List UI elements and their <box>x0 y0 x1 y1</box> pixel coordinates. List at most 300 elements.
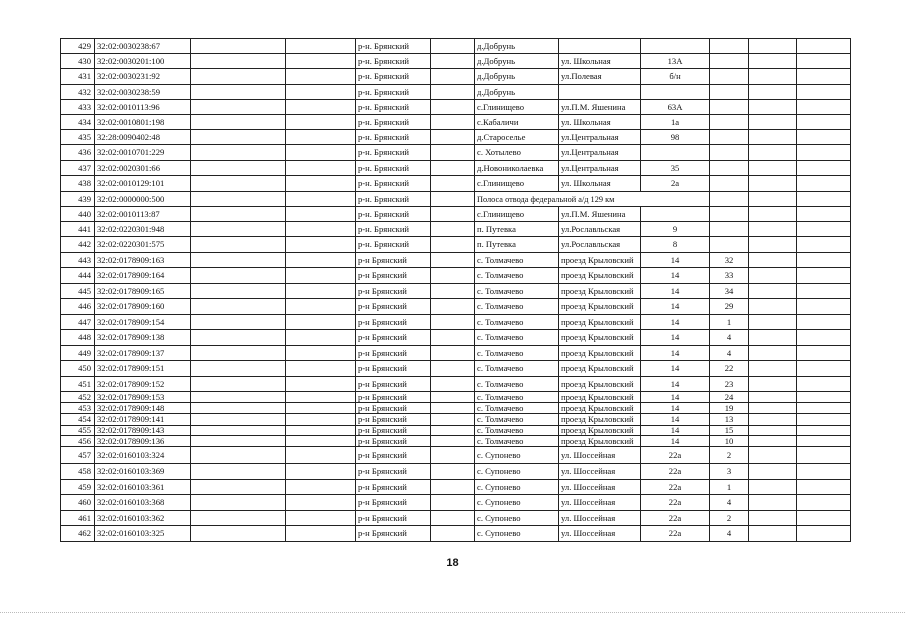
cadastral-number-cell: 32:02:0178909:152 <box>95 377 191 392</box>
table-row <box>61 192 851 207</box>
empty-cell <box>286 268 356 284</box>
table-row <box>61 39 851 54</box>
location-cell: с. Толмачево <box>475 377 559 392</box>
empty-cell <box>797 299 851 315</box>
row-number-cell: 452 <box>61 392 95 403</box>
row-number-cell: 451 <box>61 377 95 392</box>
location-cell: с. Супонево <box>475 447 559 464</box>
empty-cell <box>431 414 475 426</box>
table-row <box>61 145 851 161</box>
location-cell: с. Толмачево <box>475 426 559 436</box>
house-number-cell: 14 <box>641 299 710 315</box>
location-cell: д.Добрунь <box>475 54 559 69</box>
row-number-cell: 437 <box>61 161 95 176</box>
empty-cell <box>749 480 797 495</box>
apartment-number-cell: 2 <box>710 447 749 464</box>
territory-cell: р-н. Брянский <box>356 176 431 192</box>
territory-cell: р-н. Брянский <box>356 130 431 145</box>
table-row <box>61 447 851 464</box>
row-number-cell: 446 <box>61 299 95 315</box>
street-cell: ул. Школьная <box>559 115 641 130</box>
empty-cell <box>749 299 797 315</box>
cadastral-number-cell: 32:02:0178909:153 <box>95 392 191 403</box>
table-row <box>61 54 851 69</box>
cadastral-number-cell: 32:02:0160103:325 <box>95 526 191 542</box>
table-row <box>61 100 851 115</box>
empty-cell <box>286 414 356 426</box>
empty-cell <box>431 54 475 69</box>
table-row <box>61 85 851 100</box>
apartment-number-cell <box>710 207 749 222</box>
row-number-cell: 430 <box>61 54 95 69</box>
table-row <box>61 377 851 392</box>
empty-cell <box>286 54 356 69</box>
row-number-cell: 458 <box>61 464 95 480</box>
house-number-cell: 22а <box>641 480 710 495</box>
street-cell: проезд Крыловский <box>559 284 641 299</box>
empty-cell <box>286 237 356 253</box>
empty-cell <box>191 85 286 100</box>
empty-cell <box>797 361 851 377</box>
empty-cell <box>797 330 851 346</box>
apartment-number-cell: 23 <box>710 377 749 392</box>
empty-cell <box>286 284 356 299</box>
territory-cell: р-н. Брянский <box>356 161 431 176</box>
location-cell: с. Толмачево <box>475 436 559 447</box>
empty-cell <box>286 511 356 526</box>
apartment-number-cell <box>710 54 749 69</box>
location-cell: с. Супонево <box>475 526 559 542</box>
territory-cell: р-н Брянский <box>356 426 431 436</box>
empty-cell <box>797 392 851 403</box>
cadastral-number-cell: 32:02:0178909:160 <box>95 299 191 315</box>
empty-cell <box>191 161 286 176</box>
table-row <box>61 69 851 85</box>
location-cell: с. Супонево <box>475 464 559 480</box>
apartment-number-cell <box>710 192 749 207</box>
location-cell: с.Глинищево <box>475 207 559 222</box>
street-cell: проезд Крыловский <box>559 403 641 414</box>
apartment-number-cell: 2 <box>710 511 749 526</box>
table-row <box>61 346 851 361</box>
location-cell: с. Толмачево <box>475 284 559 299</box>
territory-cell: р-н Брянский <box>356 361 431 377</box>
empty-cell <box>286 161 356 176</box>
street-cell: проезд Крыловский <box>559 361 641 377</box>
empty-cell <box>286 392 356 403</box>
territory-cell: р-н. Брянский <box>356 69 431 85</box>
territory-cell: р-н. Брянский <box>356 145 431 161</box>
empty-cell <box>431 284 475 299</box>
empty-cell <box>191 495 286 511</box>
empty-cell <box>749 392 797 403</box>
empty-cell <box>191 392 286 403</box>
apartment-number-cell <box>710 69 749 85</box>
row-number-cell: 440 <box>61 207 95 222</box>
apartment-number-cell <box>710 237 749 253</box>
table-row <box>61 161 851 176</box>
apartment-number-cell: 33 <box>710 268 749 284</box>
location-cell: с. Толмачево <box>475 330 559 346</box>
house-number-cell: 13А <box>641 54 710 69</box>
apartment-number-cell <box>710 161 749 176</box>
location-cell: с. Толмачево <box>475 299 559 315</box>
table-row <box>61 315 851 330</box>
empty-cell <box>431 192 475 207</box>
row-number-cell: 449 <box>61 346 95 361</box>
location-cell: Полоса отвода федеральной а/д 129 км <box>475 192 710 207</box>
row-number-cell: 456 <box>61 436 95 447</box>
location-cell: с. Толмачево <box>475 253 559 268</box>
house-number-cell: 8 <box>641 237 710 253</box>
empty-cell <box>749 69 797 85</box>
empty-cell <box>431 69 475 85</box>
empty-cell <box>286 377 356 392</box>
empty-cell <box>797 480 851 495</box>
apartment-number-cell: 19 <box>710 403 749 414</box>
row-number-cell: 442 <box>61 237 95 253</box>
row-number-cell: 457 <box>61 447 95 464</box>
row-number-cell: 462 <box>61 526 95 542</box>
empty-cell <box>431 268 475 284</box>
location-cell: с. Супонево <box>475 511 559 526</box>
empty-cell <box>191 511 286 526</box>
street-cell: проезд Крыловский <box>559 392 641 403</box>
location-cell: с. Толмачево <box>475 361 559 377</box>
empty-cell <box>431 145 475 161</box>
location-cell: с. Хотылево <box>475 145 559 161</box>
house-number-cell: 14 <box>641 377 710 392</box>
house-number-cell: 14 <box>641 426 710 436</box>
empty-cell <box>286 207 356 222</box>
empty-cell <box>191 299 286 315</box>
apartment-number-cell <box>710 115 749 130</box>
empty-cell <box>749 130 797 145</box>
street-cell: проезд Крыловский <box>559 377 641 392</box>
row-number-cell: 444 <box>61 268 95 284</box>
cadastral-number-cell: 32:02:0020301:66 <box>95 161 191 176</box>
street-cell: ул. Шоссейная <box>559 480 641 495</box>
apartment-number-cell <box>710 176 749 192</box>
empty-cell <box>797 176 851 192</box>
street-cell: ул.П.М. Яшенина <box>559 207 641 222</box>
empty-cell <box>749 330 797 346</box>
street-cell: проезд Крыловский <box>559 268 641 284</box>
empty-cell <box>797 377 851 392</box>
territory-cell: р-н. Брянский <box>356 100 431 115</box>
empty-cell <box>191 100 286 115</box>
location-cell: д.Добрунь <box>475 39 559 54</box>
empty-cell <box>431 315 475 330</box>
empty-cell <box>286 426 356 436</box>
apartment-number-cell <box>710 145 749 161</box>
apartment-number-cell: 4 <box>710 526 749 542</box>
territory-cell: р-н. Брянский <box>356 237 431 253</box>
location-cell: с. Толмачево <box>475 392 559 403</box>
empty-cell <box>797 403 851 414</box>
scan-artifact-line <box>0 612 905 615</box>
empty-cell <box>431 480 475 495</box>
empty-cell <box>797 268 851 284</box>
house-number-cell: 14 <box>641 392 710 403</box>
row-number-cell: 441 <box>61 222 95 237</box>
empty-cell <box>797 145 851 161</box>
empty-cell <box>191 253 286 268</box>
apartment-number-cell: 24 <box>710 392 749 403</box>
table-row <box>61 511 851 526</box>
territory-cell: р-н Брянский <box>356 346 431 361</box>
empty-cell <box>191 192 286 207</box>
house-number-cell: 14 <box>641 361 710 377</box>
empty-cell <box>431 403 475 414</box>
territory-cell: р-н Брянский <box>356 330 431 346</box>
house-number-cell: 14 <box>641 414 710 426</box>
territory-cell: р-н Брянский <box>356 480 431 495</box>
location-cell: с. Толмачево <box>475 315 559 330</box>
apartment-number-cell: 3 <box>710 464 749 480</box>
table-row <box>61 176 851 192</box>
location-cell: с.Глинищево <box>475 100 559 115</box>
location-cell: с. Толмачево <box>475 268 559 284</box>
empty-cell <box>191 130 286 145</box>
location-cell: д.Староселье <box>475 130 559 145</box>
table-row <box>61 361 851 377</box>
empty-cell <box>431 392 475 403</box>
street-cell: ул.Центральная <box>559 130 641 145</box>
empty-cell <box>286 495 356 511</box>
empty-cell <box>286 526 356 542</box>
empty-cell <box>797 85 851 100</box>
house-number-cell: 22а <box>641 511 710 526</box>
empty-cell <box>431 426 475 436</box>
empty-cell <box>797 447 851 464</box>
empty-cell <box>797 436 851 447</box>
empty-cell <box>286 315 356 330</box>
table-row <box>61 237 851 253</box>
empty-cell <box>749 176 797 192</box>
cadastral-number-cell: 32:02:0178909:148 <box>95 403 191 414</box>
empty-cell <box>191 176 286 192</box>
cadastral-number-cell: 32:02:0160103:361 <box>95 480 191 495</box>
location-cell: п. Путевка <box>475 222 559 237</box>
street-cell: проезд Крыловский <box>559 346 641 361</box>
empty-cell <box>286 39 356 54</box>
empty-cell <box>191 237 286 253</box>
empty-cell <box>431 346 475 361</box>
house-number-cell: 14 <box>641 330 710 346</box>
house-number-cell: 14 <box>641 253 710 268</box>
street-cell: проезд Крыловский <box>559 414 641 426</box>
empty-cell <box>431 361 475 377</box>
empty-cell <box>286 69 356 85</box>
empty-cell <box>749 464 797 480</box>
location-cell: с. Толмачево <box>475 346 559 361</box>
apartment-number-cell <box>710 130 749 145</box>
table-row <box>61 436 851 447</box>
street-cell: проезд Крыловский <box>559 436 641 447</box>
empty-cell <box>749 436 797 447</box>
house-number-cell <box>641 85 710 100</box>
location-cell: д.Добрунь <box>475 85 559 100</box>
empty-cell <box>286 299 356 315</box>
row-number-cell: 447 <box>61 315 95 330</box>
empty-cell <box>191 115 286 130</box>
empty-cell <box>191 222 286 237</box>
empty-cell <box>797 511 851 526</box>
location-cell: с. Толмачево <box>475 414 559 426</box>
empty-cell <box>797 207 851 222</box>
cadastral-number-cell: 32:02:0000000:500 <box>95 192 191 207</box>
empty-cell <box>191 54 286 69</box>
empty-cell <box>286 436 356 447</box>
empty-cell <box>286 100 356 115</box>
street-cell: ул. Шоссейная <box>559 464 641 480</box>
house-number-cell: 22а <box>641 495 710 511</box>
empty-cell <box>191 377 286 392</box>
row-number-cell: 454 <box>61 414 95 426</box>
apartment-number-cell: 29 <box>710 299 749 315</box>
apartment-number-cell: 1 <box>710 315 749 330</box>
empty-cell <box>749 377 797 392</box>
empty-cell <box>797 253 851 268</box>
apartment-number-cell: 4 <box>710 346 749 361</box>
empty-cell <box>797 237 851 253</box>
empty-cell <box>431 526 475 542</box>
location-cell: с. Супонево <box>475 480 559 495</box>
cadastral-number-cell: 32:02:0160103:368 <box>95 495 191 511</box>
empty-cell <box>749 253 797 268</box>
empty-cell <box>191 207 286 222</box>
cadastral-number-cell: 32:02:0178909:138 <box>95 330 191 346</box>
street-cell: ул.Полевая <box>559 69 641 85</box>
page-number: 18 <box>446 557 459 569</box>
row-number-cell: 438 <box>61 176 95 192</box>
empty-cell <box>286 403 356 414</box>
table-row <box>61 222 851 237</box>
empty-cell <box>797 222 851 237</box>
territory-cell: р-н Брянский <box>356 268 431 284</box>
street-cell: ул. Школьная <box>559 54 641 69</box>
cadastral-number-cell: 32:02:0178909:141 <box>95 414 191 426</box>
table-row <box>61 464 851 480</box>
cadastral-number-cell: 32:02:0010701:229 <box>95 145 191 161</box>
empty-cell <box>797 100 851 115</box>
cadastral-number-cell: 32:02:0160103:324 <box>95 447 191 464</box>
empty-cell <box>431 100 475 115</box>
empty-cell <box>431 222 475 237</box>
table-row <box>61 207 851 222</box>
empty-cell <box>797 39 851 54</box>
empty-cell <box>191 436 286 447</box>
empty-cell <box>431 464 475 480</box>
empty-cell <box>749 403 797 414</box>
street-cell: ул. Шоссейная <box>559 495 641 511</box>
table-row <box>61 330 851 346</box>
table-row <box>61 480 851 495</box>
empty-cell <box>797 284 851 299</box>
location-cell: д.Добрунь <box>475 69 559 85</box>
street-cell: проезд Крыловский <box>559 253 641 268</box>
empty-cell <box>749 222 797 237</box>
empty-cell <box>286 176 356 192</box>
empty-cell <box>797 414 851 426</box>
table-row <box>61 115 851 130</box>
row-number-cell: 434 <box>61 115 95 130</box>
apartment-number-cell: 4 <box>710 495 749 511</box>
cadastral-number-cell: 32:28:0090402:48 <box>95 130 191 145</box>
table-row <box>61 414 851 426</box>
row-number-cell: 461 <box>61 511 95 526</box>
location-cell: с. Супонево <box>475 495 559 511</box>
cadastral-number-cell: 32:02:0178909:164 <box>95 268 191 284</box>
street-cell: ул. Шоссейная <box>559 511 641 526</box>
empty-cell <box>191 268 286 284</box>
empty-cell <box>749 284 797 299</box>
row-number-cell: 448 <box>61 330 95 346</box>
territory-cell: р-н. Брянский <box>356 39 431 54</box>
empty-cell <box>797 526 851 542</box>
territory-cell: р-н Брянский <box>356 392 431 403</box>
empty-cell <box>191 480 286 495</box>
empty-cell <box>797 426 851 436</box>
empty-cell <box>749 207 797 222</box>
row-number-cell: 432 <box>61 85 95 100</box>
row-number-cell: 450 <box>61 361 95 377</box>
cadastral-number-cell: 32:02:0178909:137 <box>95 346 191 361</box>
empty-cell <box>797 464 851 480</box>
empty-cell <box>749 414 797 426</box>
house-number-cell: 14 <box>641 436 710 447</box>
table-row <box>61 130 851 145</box>
empty-cell <box>286 253 356 268</box>
empty-cell <box>749 161 797 176</box>
cadastral-number-cell: 32:02:0030231:92 <box>95 69 191 85</box>
empty-cell <box>749 192 797 207</box>
street-cell: проезд Крыловский <box>559 330 641 346</box>
row-number-cell: 436 <box>61 145 95 161</box>
cadastral-number-cell: 32:02:0178909:154 <box>95 315 191 330</box>
apartment-number-cell: 13 <box>710 414 749 426</box>
location-cell: п. Путевка <box>475 237 559 253</box>
cadastral-number-cell: 32:02:0160103:362 <box>95 511 191 526</box>
apartment-number-cell: 34 <box>710 284 749 299</box>
apartment-number-cell <box>710 100 749 115</box>
cadastral-number-cell: 32:02:0030201:100 <box>95 54 191 69</box>
apartment-number-cell: 32 <box>710 253 749 268</box>
empty-cell <box>431 115 475 130</box>
empty-cell <box>749 495 797 511</box>
street-cell: проезд Крыловский <box>559 315 641 330</box>
empty-cell <box>431 176 475 192</box>
apartment-number-cell <box>710 39 749 54</box>
empty-cell <box>286 130 356 145</box>
street-cell: проезд Крыловский <box>559 299 641 315</box>
location-cell: с.Кабаличи <box>475 115 559 130</box>
house-number-cell: 14 <box>641 268 710 284</box>
house-number-cell <box>641 207 710 222</box>
empty-cell <box>749 346 797 361</box>
row-number-cell: 453 <box>61 403 95 414</box>
territory-cell: р-н Брянский <box>356 464 431 480</box>
empty-cell <box>749 511 797 526</box>
street-cell: ул. Шоссейная <box>559 526 641 542</box>
register-table-body <box>61 39 851 542</box>
row-number-cell: 445 <box>61 284 95 299</box>
table-row <box>61 253 851 268</box>
row-number-cell: 431 <box>61 69 95 85</box>
house-number-cell: 14 <box>641 403 710 414</box>
territory-cell: р-н. Брянский <box>356 54 431 69</box>
